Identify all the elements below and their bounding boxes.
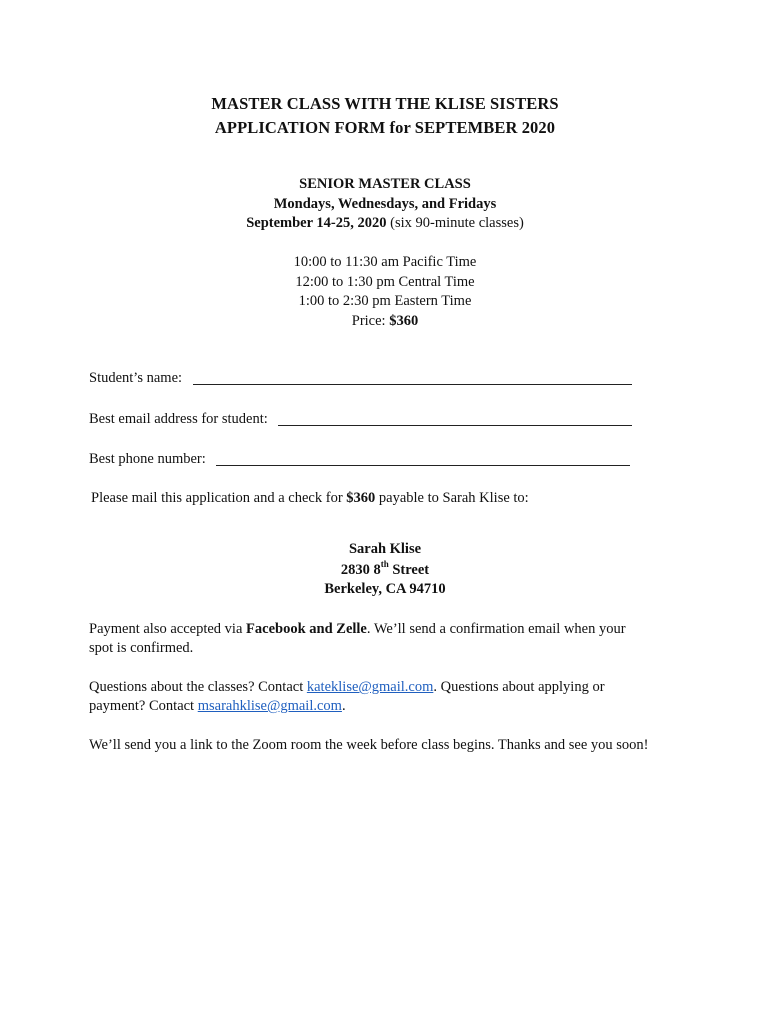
student-name-label: Student’s name:	[89, 370, 183, 386]
questions-line1	[89, 679, 605, 696]
closing-note: We’ll send you a link to the Zoom room the week before class begins. Thanks and see you soon!	[89, 737, 649, 753]
phone-label: Best phone number:	[89, 451, 206, 467]
payment-line2: spot is confirmed.	[89, 640, 194, 656]
email-input-line[interactable]	[278, 413, 632, 426]
mail-instructions-prefix: Please mail this application and a check for	[91, 490, 347, 506]
questions-line2-prefix: payment? Contact	[89, 698, 198, 714]
questions-prefix: Questions about the classes? Contact	[89, 679, 307, 695]
payment-prefix: Payment also accepted via	[89, 621, 247, 637]
price-value: $360	[389, 313, 419, 329]
phone-field	[89, 451, 206, 468]
phone-input-line[interactable]	[216, 453, 630, 466]
address-city: Berkeley, CA 94710	[324, 581, 446, 597]
price-label: Price:	[351, 313, 390, 329]
mail-instructions	[91, 490, 529, 507]
questions-line2-suffix: .	[341, 698, 346, 714]
email-field	[89, 411, 268, 428]
mail-instructions-amount: $360	[346, 490, 376, 506]
time-pacific: 10:00 to 11:30 am Pacific Time	[293, 254, 477, 270]
questions-line2	[89, 698, 346, 715]
price	[0, 313, 770, 330]
form-title-line2: APPLICATION FORM for SEPTEMBER 2020	[214, 118, 556, 137]
class-dates-range: September 14-25, 2020	[246, 215, 387, 231]
class-dates	[0, 215, 770, 232]
payment-suffix: . We’ll send a confirmation email when your	[366, 621, 626, 637]
student-name-input-line[interactable]	[193, 372, 632, 385]
email-label: Best email address for student:	[89, 411, 268, 427]
questions-middle: . Questions about applying or	[433, 679, 605, 695]
class-days: Mondays, Wednesdays, and Fridays	[273, 196, 497, 212]
email-link-kate[interactable]: kateklise@gmail.com	[306, 679, 434, 695]
email-link-sarah[interactable]: msarahklise@gmail.com	[197, 698, 342, 714]
time-eastern: 1:00 to 2:30 pm Eastern Time	[298, 293, 472, 309]
payment-line1	[89, 621, 626, 638]
student-name-field	[89, 370, 182, 387]
payment-methods: Facebook and Zelle	[246, 621, 367, 637]
class-dates-note: (six 90-minute classes)	[386, 215, 524, 231]
address-name: Sarah Klise	[348, 541, 422, 557]
class-name: SENIOR MASTER CLASS	[299, 176, 471, 192]
address-street-number: 2830 8	[340, 561, 381, 578]
address-street-suffix: Street	[388, 561, 430, 578]
address-street	[0, 560, 770, 579]
mail-instructions-suffix: payable to Sarah Klise to:	[375, 490, 529, 506]
time-central: 12:00 to 1:30 pm Central Time	[295, 274, 475, 290]
form-title-line1: MASTER CLASS WITH THE KLISE SISTERS	[211, 94, 559, 113]
address-street-sup: th	[380, 559, 389, 569]
